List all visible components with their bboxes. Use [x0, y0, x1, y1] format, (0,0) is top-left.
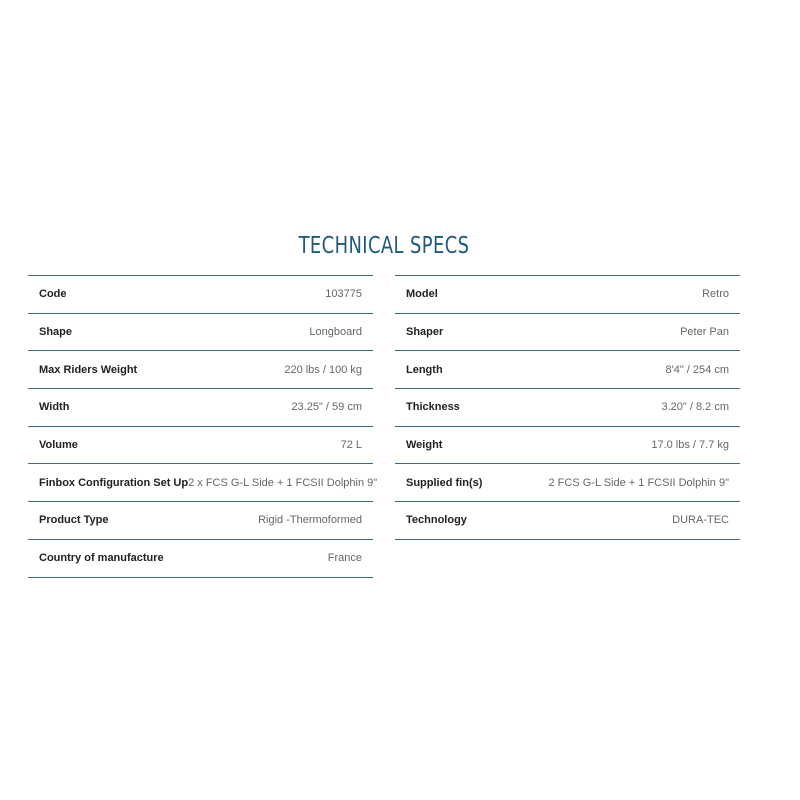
- spec-label: Max Riders Weight: [39, 363, 138, 376]
- spec-label: Finbox Configuration Set Up: [39, 476, 189, 489]
- spec-label: Code: [39, 288, 67, 301]
- spec-row-weight: [395, 427, 740, 465]
- spec-row-width: [28, 389, 373, 427]
- spec-label: Supplied fin(s): [406, 476, 483, 489]
- spec-label: Shaper: [406, 326, 444, 339]
- spec-row-country-of-manufacture: [28, 540, 373, 578]
- spec-label: Thickness: [406, 401, 460, 414]
- spec-row-product-type: [28, 502, 373, 540]
- spec-row-thickness: [395, 389, 740, 427]
- specs-table-right: [395, 275, 740, 540]
- spec-value: Longboard: [309, 326, 362, 339]
- specs-table-left: [28, 275, 378, 578]
- spec-label: Weight: [406, 439, 443, 452]
- spec-row-supplied-fins: [395, 464, 740, 502]
- spec-row-shaper: [395, 314, 740, 352]
- spec-label: Volume: [39, 439, 78, 452]
- spec-row-max-riders-weight: [28, 351, 373, 389]
- spec-value: France: [327, 552, 362, 565]
- spec-label: Country of manufacture: [39, 552, 164, 565]
- spec-label: Model: [406, 288, 438, 301]
- spec-value: 2 FCS G-L Side + 1 FCSII Dolphin 9": [548, 476, 729, 489]
- spec-row-volume: [28, 427, 373, 465]
- spec-label: Shape: [39, 326, 73, 339]
- spec-label: Product Type: [39, 514, 109, 527]
- spec-row-shape: [28, 314, 373, 352]
- spec-value: 3.20" / 8.2 cm: [661, 401, 729, 414]
- spec-row-technology: [395, 502, 740, 540]
- spec-row-length: [395, 351, 740, 389]
- spec-value: DURA-TEC: [672, 514, 729, 527]
- spec-value: Retro: [702, 288, 729, 301]
- spec-value: 17.0 lbs / 7.7 kg: [651, 439, 729, 452]
- spec-value: Rigid -Thermoformed: [258, 514, 362, 527]
- spec-row-finbox-configuration: [28, 464, 378, 502]
- spec-label: Technology: [406, 514, 467, 527]
- spec-row-code: [28, 276, 373, 314]
- spec-value: 103775: [325, 288, 362, 301]
- spec-value: 23.25" / 59 cm: [291, 401, 362, 414]
- spec-label: Width: [39, 401, 70, 414]
- spec-label: Length: [406, 363, 443, 376]
- spec-row-model: [395, 276, 740, 314]
- spec-value: 8'4" / 254 cm: [665, 363, 729, 376]
- spec-value: 2 x FCS G-L Side + 1 FCSII Dolphin 9": [188, 476, 378, 489]
- spec-value: 220 lbs / 100 kg: [284, 363, 362, 376]
- spec-value: 72 L: [340, 439, 362, 452]
- page-title: TECHNICAL SPECS: [298, 233, 470, 260]
- spec-value: Peter Pan: [680, 326, 729, 339]
